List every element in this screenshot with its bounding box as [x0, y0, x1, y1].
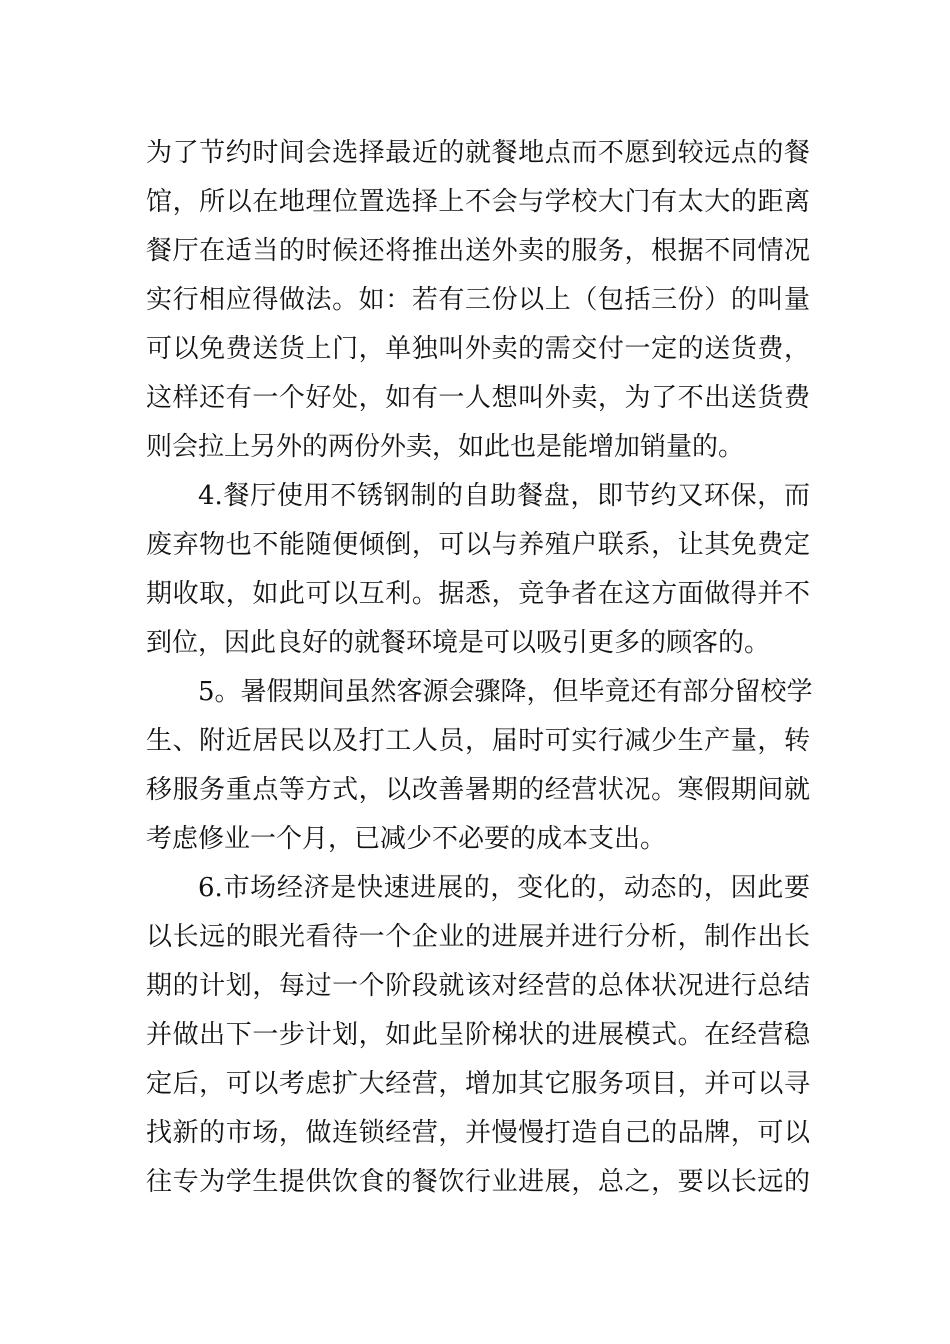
- text-line: 考虑修业一个月，已减少不必要的成本支出。: [146, 824, 667, 854]
- paragraph-1: [146, 129, 810, 472]
- paragraph-4: [146, 864, 810, 1207]
- text-line: 移服务重点等方式，以改善暑期的经营状况。寒假期间就: [146, 775, 810, 805]
- text-line: 并做出下一步计划，如此呈阶梯状的进展模式。在经营稳: [146, 1020, 810, 1050]
- text-line: 5。暑假期间虽然客源会骤降，但毕竟还有部分留校学: [198, 677, 813, 707]
- paragraph-3: [146, 668, 813, 864]
- text-line: 生、附近居民以及打工人员，届时可实行减少生产量，转: [146, 726, 810, 756]
- text-line: 实行相应得做法。如：若有三份以上（包括三份）的叫量: [146, 285, 810, 315]
- text-line: 以长远的眼光看待一个企业的进展并进行分析，制作出长: [146, 922, 810, 952]
- text-line: 期的计划，每过一个阶段就该对经营的总体状况进行总结: [146, 971, 810, 1001]
- text-line: 找新的市场，做连锁经营，并慢慢打造自己的品牌，可以: [146, 1118, 810, 1148]
- text-line: 餐厅在适当的时候还将推出送外卖的服务，根据不同情况: [146, 236, 810, 266]
- paragraph-2: [146, 472, 810, 668]
- text-line: 则会拉上另外的两份外卖，如此也是能增加销量的。: [146, 432, 745, 462]
- document-body: [146, 129, 813, 1207]
- text-line: 可以免费送货上门，单独叫外卖的需交付一定的送货费，: [146, 334, 810, 364]
- text-line: 为了节约时间会选择最近的就餐地点而不愿到较远点的餐: [146, 138, 810, 168]
- text-line: 往专为学生提供饮食的餐饮行业进展，总之，要以长远的: [146, 1167, 810, 1197]
- text-line: 废弃物也不能随便倾倒，可以与养殖户联系，让其免费定: [146, 530, 810, 560]
- text-line: 馆，所以在地理位置选择上不会与学校大门有太大的距离: [146, 187, 810, 217]
- text-line: 6.市场经济是快速进展的，变化的，动态的，因此要: [198, 873, 810, 903]
- text-line: 4.餐厅使用不锈钢制的自助餐盘，即节约又环保，而: [198, 481, 810, 511]
- text-line: 到位，因此良好的就餐环境是可以吸引更多的顾客的。: [146, 628, 771, 658]
- text-line: 这样还有一个好处，如有一人想叫外卖，为了不出送货费: [146, 383, 810, 413]
- text-line: 定后，可以考虑扩大经营，增加其它服务项目，并可以寻: [146, 1069, 810, 1099]
- text-line: 期收取，如此可以互利。据悉，竞争者在这方面做得并不: [146, 579, 810, 609]
